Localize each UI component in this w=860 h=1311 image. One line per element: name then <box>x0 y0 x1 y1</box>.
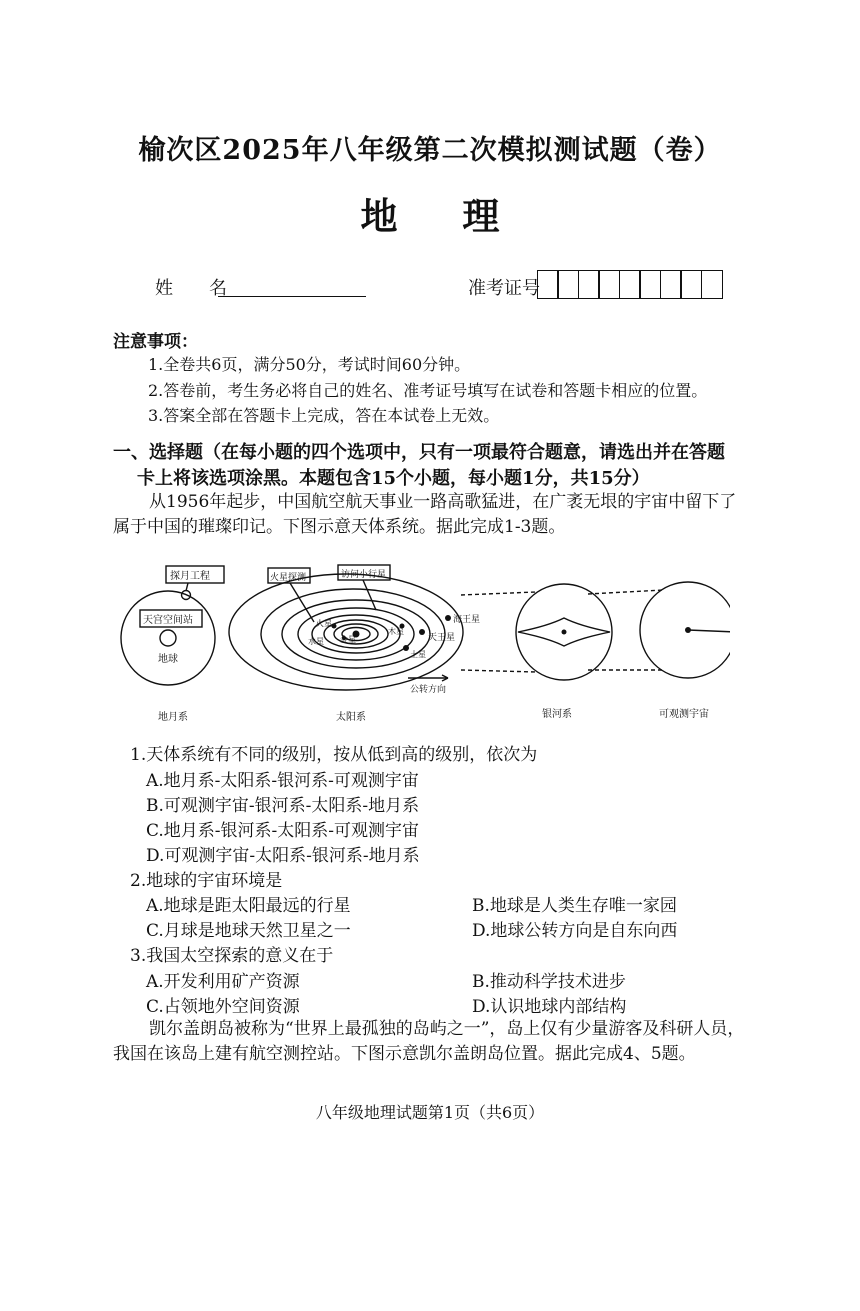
notes-heading: 注意事项： <box>113 332 198 352</box>
question-3-option-a: A.开发利用矿产资源 <box>146 972 300 992</box>
ticket-number-boxes[interactable] <box>538 270 723 299</box>
neptune-dot <box>445 615 451 621</box>
mars-label: 火星 <box>316 619 332 628</box>
note-item: 3.答案全部在答题卡上完成，答在本试卷上无效。 <box>148 406 500 425</box>
asteroid-label: 访问小行星 <box>341 570 387 580</box>
uranus-dot <box>419 629 425 635</box>
ticket-digit-box[interactable] <box>537 270 559 299</box>
question-3-option-c: C.占领地外空间资源 <box>146 997 300 1017</box>
question-1-option-a: A.地月系-太阳系-银河系-可观测宇宙 <box>146 771 419 791</box>
venus-label: 金星 <box>340 635 356 644</box>
question-3-stem: 3.我国太空探索的意义在于 <box>130 946 334 966</box>
question-1-option-b: B.可观测宇宙-银河系-太阳系-地月系 <box>146 796 420 816</box>
neptune-label: 海王星 <box>453 615 481 625</box>
caption-solar-system: 太阳系 <box>336 712 366 723</box>
caption-milky-way: 银河系 <box>542 709 572 720</box>
jupiter-label: 木星 <box>388 627 404 636</box>
ticket-digit-box[interactable] <box>619 270 641 299</box>
question-3-option-d: D.认识地球内部结构 <box>472 997 627 1017</box>
page-footer: 八年级地理试题第1页（共6页） <box>315 1103 545 1122</box>
question-2-option-c: C.月球是地球天然卫星之一 <box>146 921 351 941</box>
ticket-digit-box[interactable] <box>578 270 600 299</box>
earth-label: 地球 <box>158 654 178 665</box>
exam-title: 榆次区2025年八年级第二次模拟测试题（卷） <box>138 135 722 166</box>
lunar-project-label: 探月工程 <box>170 571 210 582</box>
ticket-label: 准考证号 <box>468 278 540 299</box>
solar-system-outer <box>229 574 463 690</box>
earth-dot <box>160 630 176 646</box>
sun-position-dot <box>562 630 567 635</box>
name-label: 姓 名 <box>155 278 227 299</box>
section-heading <box>113 440 753 492</box>
question-2-stem: 2.地球的宇宙环境是 <box>130 871 283 891</box>
ticket-digit-box[interactable] <box>660 270 682 299</box>
ticket-digit-box[interactable] <box>557 270 579 299</box>
caption-earth-moon: 地月系 <box>158 712 188 723</box>
ticket-digit-box[interactable] <box>598 270 620 299</box>
ticket-digit-box[interactable] <box>639 270 661 299</box>
earth-moon-circle <box>121 591 215 685</box>
question-2-option-d: D.地球公转方向是自东向西 <box>472 921 678 941</box>
section-heading-line1: 一、选择题（在每小题的四个选项中，只有一项最符合题意，请选出并在答题 <box>113 442 725 463</box>
section-heading-line2: 卡上将该选项涂黑。本题包含15个小题，每小题1分，共15分） <box>137 468 650 489</box>
intro-paragraph-2: 凯尔盖朗岛被称为“世界上最孤独的岛屿之一”，岛上仅有少量游客及科研人员，我国在该岛上建有航空测控站。下图示意凯尔盖朗岛位置。据此完成4、5题。 <box>113 1019 745 1064</box>
intro-paragraph: 从1956年起步，中国航空航天事业一路高歌猛进，在广袤无垠的宇宙中留下了属于中国的璀璨印记。下图示意天体系统。据此完成1-3题。 <box>113 492 737 537</box>
name-field[interactable] <box>218 296 366 297</box>
question-2-option-a: A.地球是距太阳最远的行星 <box>146 896 351 916</box>
question-3-option-b: B.推动科学技术进步 <box>472 972 626 992</box>
mars-dot <box>332 624 337 629</box>
uranus-label: 天王星 <box>428 633 456 643</box>
milky-way-position-dot <box>685 627 691 633</box>
note-item: 2.答卷前，考生务必将自己的姓名、准考证号填写在试卷和答题卡相应的位置。 <box>148 381 708 400</box>
subject-title: 地 理 <box>360 194 526 238</box>
question-1-option-c: C.地月系-银河系-太阳系-可观测宇宙 <box>146 821 420 841</box>
note-item: 1.全卷共6页，满分50分，考试时间60分钟。 <box>148 355 471 374</box>
ticket-digit-box[interactable] <box>701 270 723 299</box>
ticket-digit-box[interactable] <box>680 270 702 299</box>
mercury-label: 水星 <box>308 637 324 646</box>
saturn-dot <box>403 645 409 651</box>
mars-probe-label: 火星探测 <box>270 573 307 583</box>
question-1-stem: 1.天体系统有不同的级别，按从低到高的级别，依次为 <box>130 745 538 765</box>
question-2-option-b: B.地球是人类生存唯一家园 <box>472 896 677 916</box>
saturn-label: 土星 <box>410 650 426 659</box>
caption-universe: 可观测宇宙 <box>659 709 709 720</box>
celestial-system-diagram <box>118 560 730 725</box>
orbit-direction-label: 公转方向 <box>410 685 447 695</box>
question-1-option-d: D.可观测宇宙-太阳系-银河系-地月系 <box>146 846 420 866</box>
tiangong-label: 天宫空间站 <box>143 615 193 626</box>
